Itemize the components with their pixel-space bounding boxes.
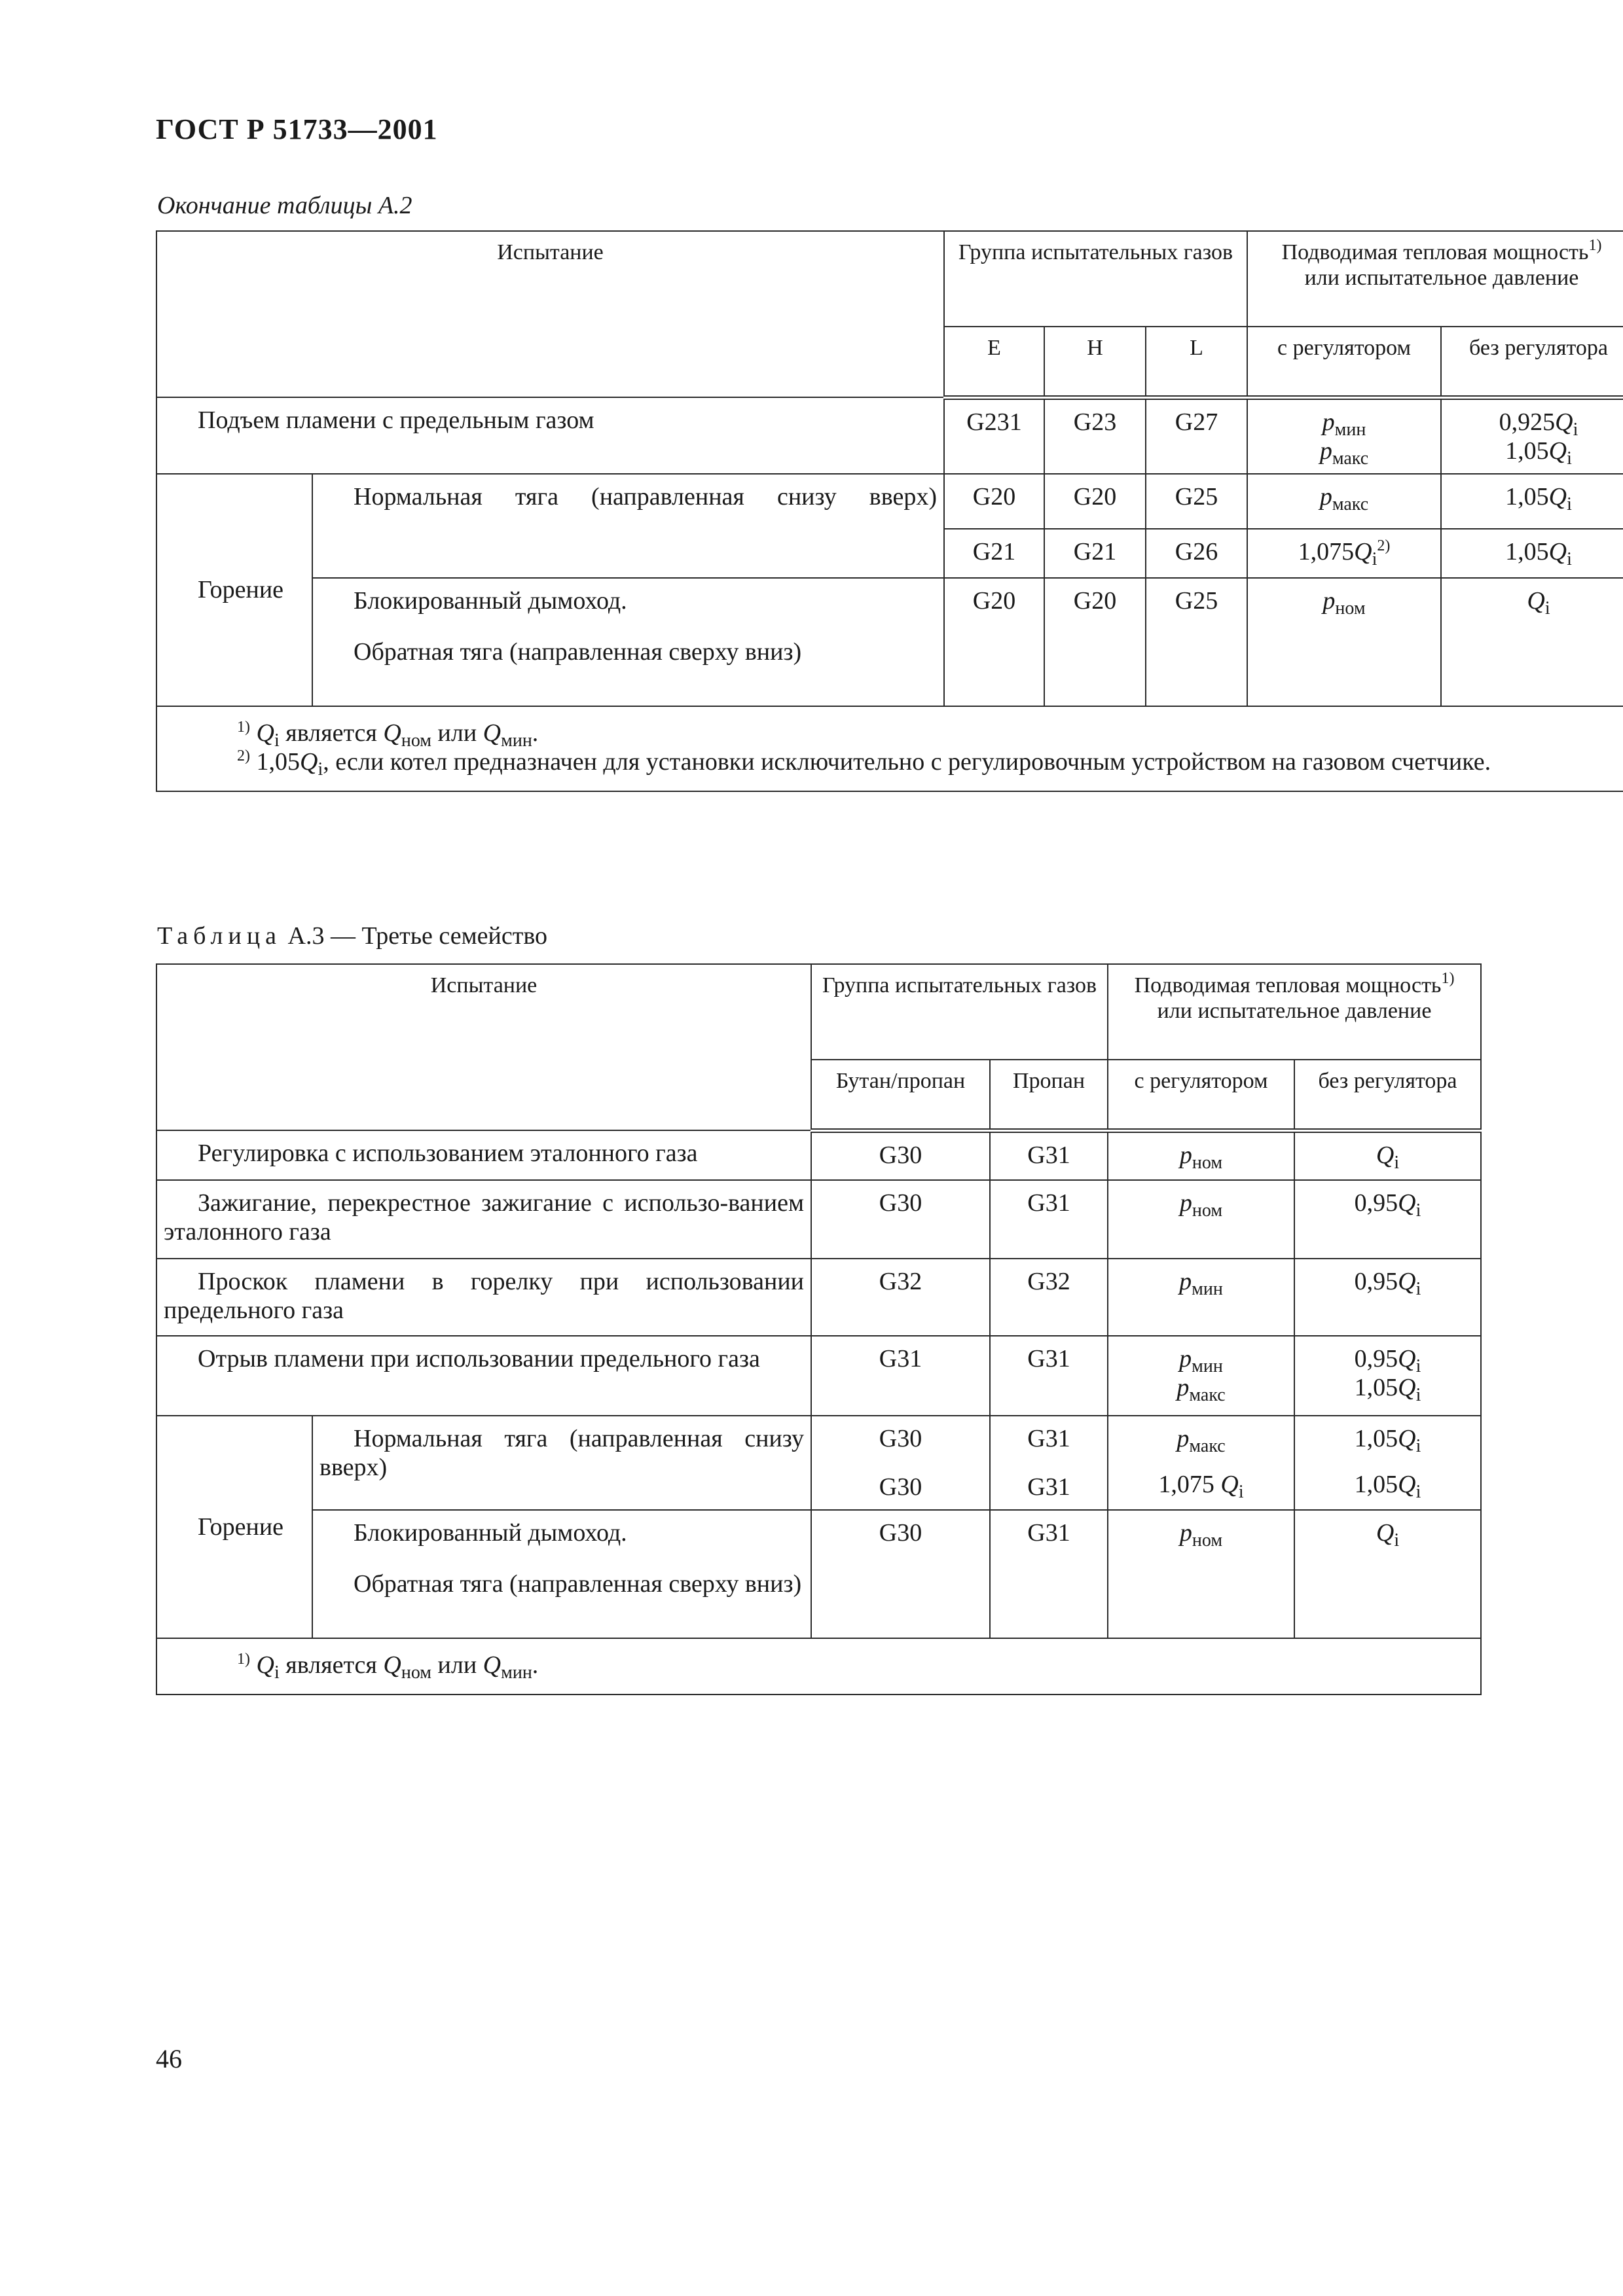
header-power: Подводимая тепловая мощность$^{1)}$ или испытательное давление bbox=[1108, 964, 1481, 1060]
cell-butane-propane: G31 bbox=[811, 1336, 990, 1416]
cell-h: G23 bbox=[1044, 397, 1146, 474]
cell-propane: G31 bbox=[990, 1336, 1108, 1416]
table-row bbox=[156, 1336, 1481, 1416]
table-row bbox=[156, 1180, 1481, 1259]
table-row bbox=[156, 578, 1623, 706]
cell-with-regulator: $1,075Q_i^{2)}$ bbox=[1247, 529, 1441, 578]
header-test: Испытание bbox=[156, 964, 811, 1130]
cell-propane: G31 bbox=[990, 1180, 1108, 1259]
cell-with-regulator: $p_{ном}$ bbox=[1108, 1510, 1294, 1638]
header-col-h: H bbox=[1044, 327, 1146, 397]
cell-with-regulator: $p_{мин}$ $p_{макс}$ bbox=[1247, 397, 1441, 474]
footnote-1: $^{1)}$ $Q_i$ является $Q_{ном}$ или $Q_{мин}$. bbox=[237, 1651, 539, 1683]
header-with-regulator: с регулятором bbox=[1247, 327, 1441, 397]
cell-with-regulator: $p_{ном}$ bbox=[1108, 1180, 1294, 1259]
row-label: Проскок пламени в горелку при использовании предельного газа bbox=[156, 1259, 811, 1336]
cell-butane-propane: G30 G30 bbox=[811, 1416, 990, 1510]
cell-with-regulator: $p_{макс}$ bbox=[1247, 474, 1441, 529]
document-code: ГОСТ Р 51733—2001 bbox=[156, 113, 438, 145]
group-label-combustion: Горение bbox=[156, 474, 312, 706]
header-gas-group: Группа испытательных газов bbox=[811, 964, 1108, 1060]
cell-with-regulator: $p_{мин}$ bbox=[1108, 1259, 1294, 1336]
table2-caption: Таблица А.3 — Третье семейство bbox=[157, 922, 548, 950]
table-footnotes bbox=[156, 1638, 1481, 1695]
header-gas-group: Группа испытательных газов bbox=[944, 231, 1247, 327]
table-row bbox=[156, 1416, 1481, 1510]
row-label-normal-draft: Нормальная тяга (направленная снизу вверх) bbox=[312, 1416, 811, 1510]
table-a3 bbox=[156, 963, 1482, 1695]
group-label-combustion: Горение bbox=[156, 1416, 312, 1638]
cell-l: G25 bbox=[1146, 474, 1247, 529]
cell-propane: G32 bbox=[990, 1259, 1108, 1336]
header-test: Испытание bbox=[156, 231, 944, 397]
row-label-normal-draft: Нормальная тяга (направленная снизу вверх) bbox=[312, 474, 944, 578]
cell-without-regulator: $0,925Q_i$ $1,05Q_i$ bbox=[1441, 397, 1623, 474]
cell-e: G20 bbox=[944, 474, 1044, 529]
page-number: 46 bbox=[156, 2044, 182, 2073]
cell-h: G21 bbox=[1044, 529, 1146, 578]
table-a2-end bbox=[156, 230, 1623, 792]
table-notes-row bbox=[156, 1638, 1481, 1695]
footnote-1: $^{1)}$ $Q_i$ является $Q_{ном}$ или $Q_{мин}$. bbox=[237, 718, 539, 751]
table-notes-row bbox=[156, 706, 1623, 791]
cell-h: G20 bbox=[1044, 474, 1146, 529]
cell-e: G231 bbox=[944, 397, 1044, 474]
cell-without-regulator: $0,95Q_i$ bbox=[1294, 1259, 1481, 1336]
cell-without-regulator: $0,95Q_i$ $1,05Q_i$ bbox=[1294, 1336, 1481, 1416]
table-row bbox=[156, 1130, 1481, 1180]
cell-l: G25 bbox=[1146, 578, 1247, 706]
cell-without-regulator: $1,05Q_i$ bbox=[1441, 474, 1623, 529]
cell-without-regulator: $Q_i$ bbox=[1294, 1130, 1481, 1180]
header-without-regulator: без регулятора bbox=[1441, 327, 1623, 397]
cell-propane: G31 bbox=[990, 1510, 1108, 1638]
row-label: Регулировка с использованием эталонного газа bbox=[156, 1130, 811, 1180]
cell-e: G21 bbox=[944, 529, 1044, 578]
cell-butane-propane: G32 bbox=[811, 1259, 990, 1336]
header-col-e: E bbox=[944, 327, 1044, 397]
cell-e: G20 bbox=[944, 578, 1044, 706]
cell-without-regulator: $Q_i$ bbox=[1294, 1510, 1481, 1638]
cell-with-regulator: $p_{ном}$ bbox=[1108, 1130, 1294, 1180]
row-label-blocked-flue: Блокированный дымоход. Обратная тяга (направленная сверху вниз) bbox=[312, 578, 944, 706]
header-col-propane: Пропан bbox=[990, 1060, 1108, 1130]
row-label-blocked-flue: Блокированный дымоход. Обратная тяга (направленная сверху вниз) bbox=[312, 1510, 811, 1638]
cell-without-regulator: $Q_i$ bbox=[1441, 578, 1623, 706]
cell-propane: G31 bbox=[990, 1130, 1108, 1180]
header-power: Подводимая тепловая мощность$^{1)}$ или испытательное давление bbox=[1247, 231, 1623, 327]
table-row bbox=[156, 474, 1623, 529]
row-label: Отрыв пламени при использовании предельного газа bbox=[156, 1336, 811, 1416]
cell-l: G26 bbox=[1146, 529, 1247, 578]
cell-l: G27 bbox=[1146, 397, 1247, 474]
table-row bbox=[156, 397, 1623, 474]
cell-propane: G31 G31 bbox=[990, 1416, 1108, 1510]
cell-with-regulator: $p_{макс}$ 1,075 $Q_i$ bbox=[1108, 1416, 1294, 1510]
cell-butane-propane: G30 bbox=[811, 1510, 990, 1638]
table-row bbox=[156, 1259, 1481, 1336]
cell-without-regulator: $1,05Q_i$ $1,05Q_i$ bbox=[1294, 1416, 1481, 1510]
cell-without-regulator: $1,05Q_i$ bbox=[1441, 529, 1623, 578]
cell-with-regulator: $p_{мин}$ $p_{макс}$ bbox=[1108, 1336, 1294, 1416]
table1-caption: Окончание таблицы А.2 bbox=[157, 192, 412, 219]
cell-butane-propane: G30 bbox=[811, 1180, 990, 1259]
header-without-regulator: без регулятора bbox=[1294, 1060, 1481, 1130]
footnote-2: $^{2)}$ $1,05Q_i$, если котел предназначен для установки исключительно с регулировочным устройством на газовом счетчике. bbox=[237, 747, 1491, 780]
table-row bbox=[156, 1510, 1481, 1638]
header-col-l: L bbox=[1146, 327, 1247, 397]
cell-butane-propane: G30 bbox=[811, 1130, 990, 1180]
row-label: Зажигание, перекрестное зажигание с использо-ванием эталонного газа bbox=[156, 1180, 811, 1259]
cell-with-regulator: $p_{ном}$ bbox=[1247, 578, 1441, 706]
row-label: Подъем пламени с предельным газом bbox=[156, 397, 944, 474]
cell-h: G20 bbox=[1044, 578, 1146, 706]
header-col-butane-propane: Бутан/пропан bbox=[811, 1060, 990, 1130]
table-footnotes bbox=[156, 706, 1623, 791]
cell-without-regulator: $0,95Q_i$ bbox=[1294, 1180, 1481, 1259]
header-with-regulator: с регулятором bbox=[1108, 1060, 1294, 1130]
